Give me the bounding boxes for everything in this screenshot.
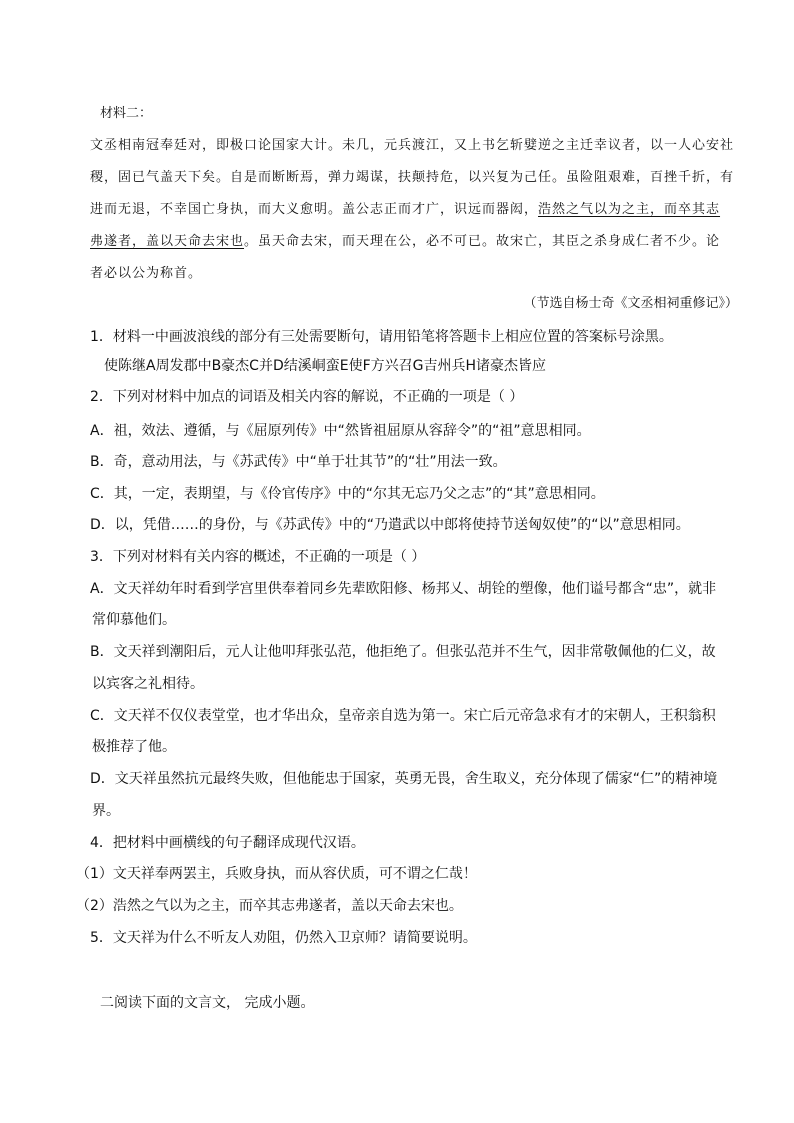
question-3-option-b-cont: 以宾客之礼相待。 (92, 676, 204, 692)
question-2-option-a: A．祖，效法、遵循，与《屈原列传》中“然皆祖屈原从容辞令”的“祖”意思相同。 (90, 423, 591, 439)
question-2: 2．下列对材料中加点的词语及相关内容的解说，不正确的一项是（ ） (90, 389, 524, 405)
material-two-text-end: 。虽天命去宋，而天理在公，必不可已。故宋亡，其臣之杀身成仁者不少。论者必以公为称首。 (90, 234, 721, 281)
question-3-option-a: A．文天祥幼年时看到学宫里供奉着同乡先辈欧阳修、杨邦乂、胡铨的塑像，他们谥号都含“忠”，就非 (90, 581, 717, 597)
question-3-option-c: C．文天祥不仅仪表堂堂，也才华出众，皇帝亲自选为第一。宋亡后元帝急求有才的宋朝人，王积翁积 (90, 708, 716, 724)
question-3-option-d: D．文天祥虽然抗元最终失败，但他能忠于国家，英勇无畏，舍生取义，充分体现了儒家“仁”的精神境 (90, 771, 718, 787)
question-1-text: 使陈继A周发郡中B豪杰C并D结溪峒蛮E使F方兴召G吉州兵H诸豪杰皆应 (104, 358, 547, 374)
question-3-option-b: B．文天祥到潮阳后，元人让他叩拜张弘范，他拒绝了。但张弘范并不生气，因非常敬佩他的仁义，故 (90, 644, 716, 660)
section-two-heading: 二阅读下面的文言文， 完成小题。 (100, 995, 315, 1011)
question-5: 5．文天祥为什么不听友人劝阻，仍然入卫京师？请简要说明。 (90, 930, 477, 946)
question-3-option-a-cont: 常仰慕他们。 (92, 612, 176, 628)
material-two-body (90, 130, 734, 290)
question-1: 1．材料一中画波浪线的部分有三处需要断句，请用铅笔将答题卡上相应位置的答案标号涂黑。 (90, 329, 673, 345)
question-2-option-b: B．奇，意动用法，与《苏武传》中“单于壮其节”的“壮”用法一致。 (90, 454, 507, 470)
question-4-item-1: （1）文天祥奉两罢主，兵败身执，而从容伏质，可不谓之仁哉！ (76, 866, 477, 882)
question-4: 4．把材料中画横线的句子翻译成现代汉语。 (90, 835, 365, 851)
question-3-option-d-cont: 界。 (92, 803, 120, 819)
material-two-text: 文丞相南冠奉廷对，即极口论国家大计。未几，元兵渡江，又上书乞斩嬖逆之主迁幸议者，以一人心安社稷，固已气盖天下矣。自是而断断焉，弹力竭谋，扶颠持危，以兴复为己任。虽险阻艰难，百挫千折，有进而无退，不幸国亡身执，而大义愈明。盖公志正而才广，识远而器闳， (90, 138, 735, 217)
material-two-heading: 材料二： (100, 106, 153, 121)
question-2-option-c: C．其，一定，表期望，与《伶官传序》中的“尔其无忘乃父之志”的“其”意思相同。 (90, 486, 605, 502)
source-citation: （节选自杨士奇《文丞相祠重修记》） (523, 296, 738, 311)
question-3-option-c-cont: 极推荐了他。 (92, 739, 176, 755)
question-4-item-2: （2）浩然之气以为之主，而卒其志弗遂者，盖以天命去宋也。 (76, 898, 463, 914)
question-2-option-d: D．以，凭借……的身份，与《苏武传》中的“乃遣武以中郎将使持节送匈奴使”的“以”意思相同。 (90, 517, 690, 533)
underlined-sentence: 浩然之气以为之主，而卒其志弗遂者，盖以天命去宋也 (90, 202, 721, 249)
question-3: 3．下列对材料有关内容的概述，不正确的一项是（ ） (90, 549, 426, 565)
